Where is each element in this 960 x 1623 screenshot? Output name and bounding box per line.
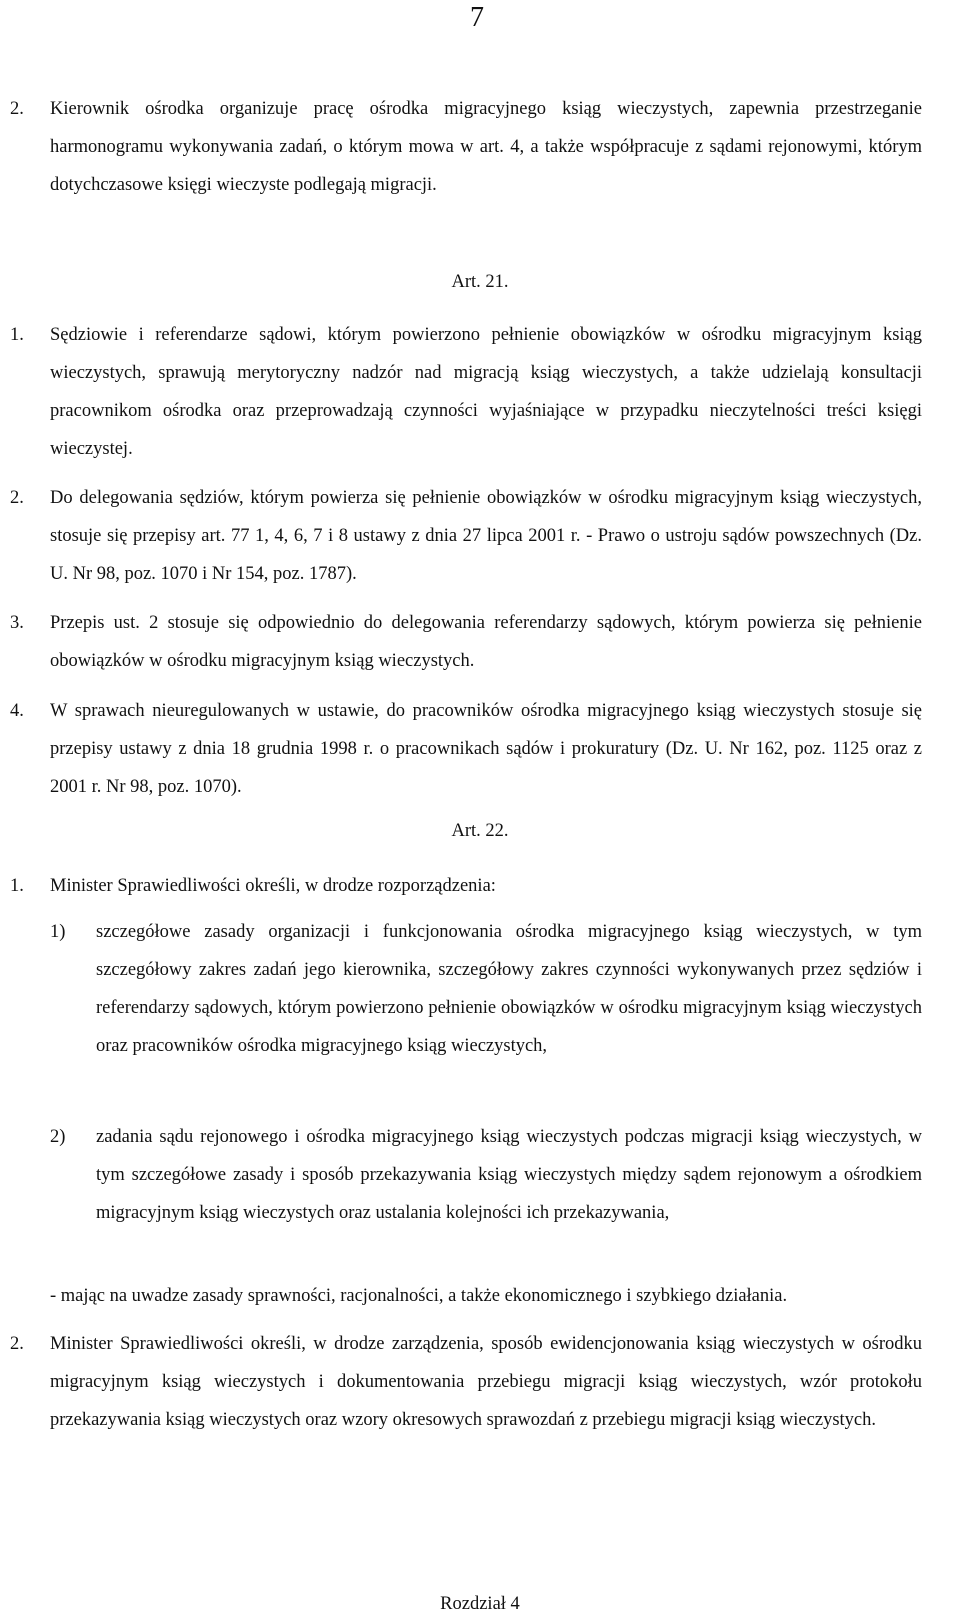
paragraph-number: 4. bbox=[10, 701, 24, 721]
paragraph-text: Przepis ust. 2 stosuje się odpowiednio do delegowania referendarzy sądowych, którym powierza się pełnienie obowiązków w ośrodku migracyjnym ksiąg wieczystych. bbox=[50, 613, 922, 671]
art22-paragraph-1 bbox=[10, 867, 922, 905]
paragraph-text: Kierownik ośrodka organizuje pracę ośrodka migracyjnego ksiąg wieczystych, zapewnia przestrzeganie harmonogramu wykonywania zadań, o którym mowa w art. 4, a także współpracuje z sądami rejonowymi, którym dotychczasowe księgi wieczyste podlegają migracji. bbox=[50, 99, 922, 195]
item-text: zadania sądu rejonowego i ośrodka migracyjnego ksiąg wieczystych podczas migracji ksiąg wieczystych, w tym szczegółowe zasady i sposób przekazywania ksiąg wieczystych między sądem rejonowym a ośrodkiem migracyjnym ksiąg wieczystych oraz ustalania kolejności ich przekazywania, bbox=[96, 1127, 922, 1223]
chapter-heading: Rozdział 4 bbox=[440, 1594, 520, 1614]
paragraph-number: 2. bbox=[10, 99, 24, 119]
art22-paragraph-2 bbox=[10, 1325, 922, 1439]
art21-paragraph-4 bbox=[10, 692, 922, 806]
art20-paragraph-2 bbox=[10, 90, 922, 204]
art21-paragraph-2 bbox=[10, 479, 922, 593]
article-heading-22: Art. 22. bbox=[451, 821, 509, 841]
paragraph-text: Do delegowania sędziów, którym powierza się pełnienie obowiązków w ośrodku migracyjnym ksiąg wieczystych, stosuje się przepisy art. 77 1, 4, 6, 7 i 8 ustawy z dnia 27 lipca 2001 r. - Prawo o ustroju sądów powszechnych (Dz. U. Nr 98, poz. 1070 i Nr 154, poz. 1787). bbox=[50, 488, 922, 584]
item-number: 2) bbox=[50, 1127, 66, 1147]
art22-closing-clause: - mając na uwadze zasady sprawności, racjonalności, a także ekonomicznego i szybkiego działania. bbox=[50, 1286, 788, 1306]
paragraph-text: W sprawach nieuregulowanych w ustawie, do pracowników ośrodka migracyjnego ksiąg wieczystych stosuje się przepisy ustawy z dnia 18 grudnia 1998 r. o pracownikach sądów i prokuratury (Dz. U. Nr 162, poz. 1125 oraz z 2001 r. Nr 98, poz. 1070). bbox=[50, 701, 922, 797]
paragraph-text: Sędziowie i referendarze sądowi, którym powierzono pełnienie obowiązków w ośrodku migracyjnym ksiąg wieczystych, sprawują merytoryczny nadzór nad migracją ksiąg wieczystych, a także udzielają konsultacji pracownikom ośrodka oraz przeprowadzają czynności wyjaśniające w przypadku nieczytelności treści księgi wieczystej. bbox=[50, 325, 922, 459]
art21-paragraph-3 bbox=[10, 604, 922, 680]
item-text: szczegółowe zasady organizacji i funkcjonowania ośrodka migracyjnego ksiąg wieczystych, w tym szczegółowy zakres zadań jego kierownika, szczegółowy zakres czynności wykonywanych przez sędziów i referendarzy sądowych, którym powierzono pełnienie obowiązków w ośrodku migracyjnym ksiąg wieczystych oraz pracowników ośrodka migracyjnego ksiąg wieczystych, bbox=[96, 922, 922, 1056]
art22-item-2 bbox=[50, 1118, 922, 1232]
paragraph-text: Minister Sprawiedliwości określi, w drodze zarządzenia, sposób ewidencjonowania ksiąg wieczystych w ośrodku migracyjnym ksiąg wieczystych i dokumentowania przebiegu migracji ksiąg wieczystych, wzór protokołu przekazywania ksiąg wieczystych oraz wzory okresowych sprawozdań z przebiegu migracji ksiąg wieczystych. bbox=[50, 1334, 922, 1430]
art21-paragraph-1 bbox=[10, 316, 922, 468]
paragraph-number: 3. bbox=[10, 613, 24, 633]
item-number: 1) bbox=[50, 922, 66, 942]
art22-item-1 bbox=[50, 913, 922, 1065]
paragraph-number: 2. bbox=[10, 488, 24, 508]
paragraph-text: Minister Sprawiedliwości określi, w drodze rozporządzenia: bbox=[50, 876, 496, 896]
paragraph-number: 2. bbox=[10, 1334, 24, 1354]
paragraph-number: 1. bbox=[10, 325, 24, 345]
article-heading-21: Art. 21. bbox=[451, 272, 509, 292]
paragraph-number: 1. bbox=[10, 876, 24, 896]
page-number: 7 bbox=[470, 2, 484, 33]
